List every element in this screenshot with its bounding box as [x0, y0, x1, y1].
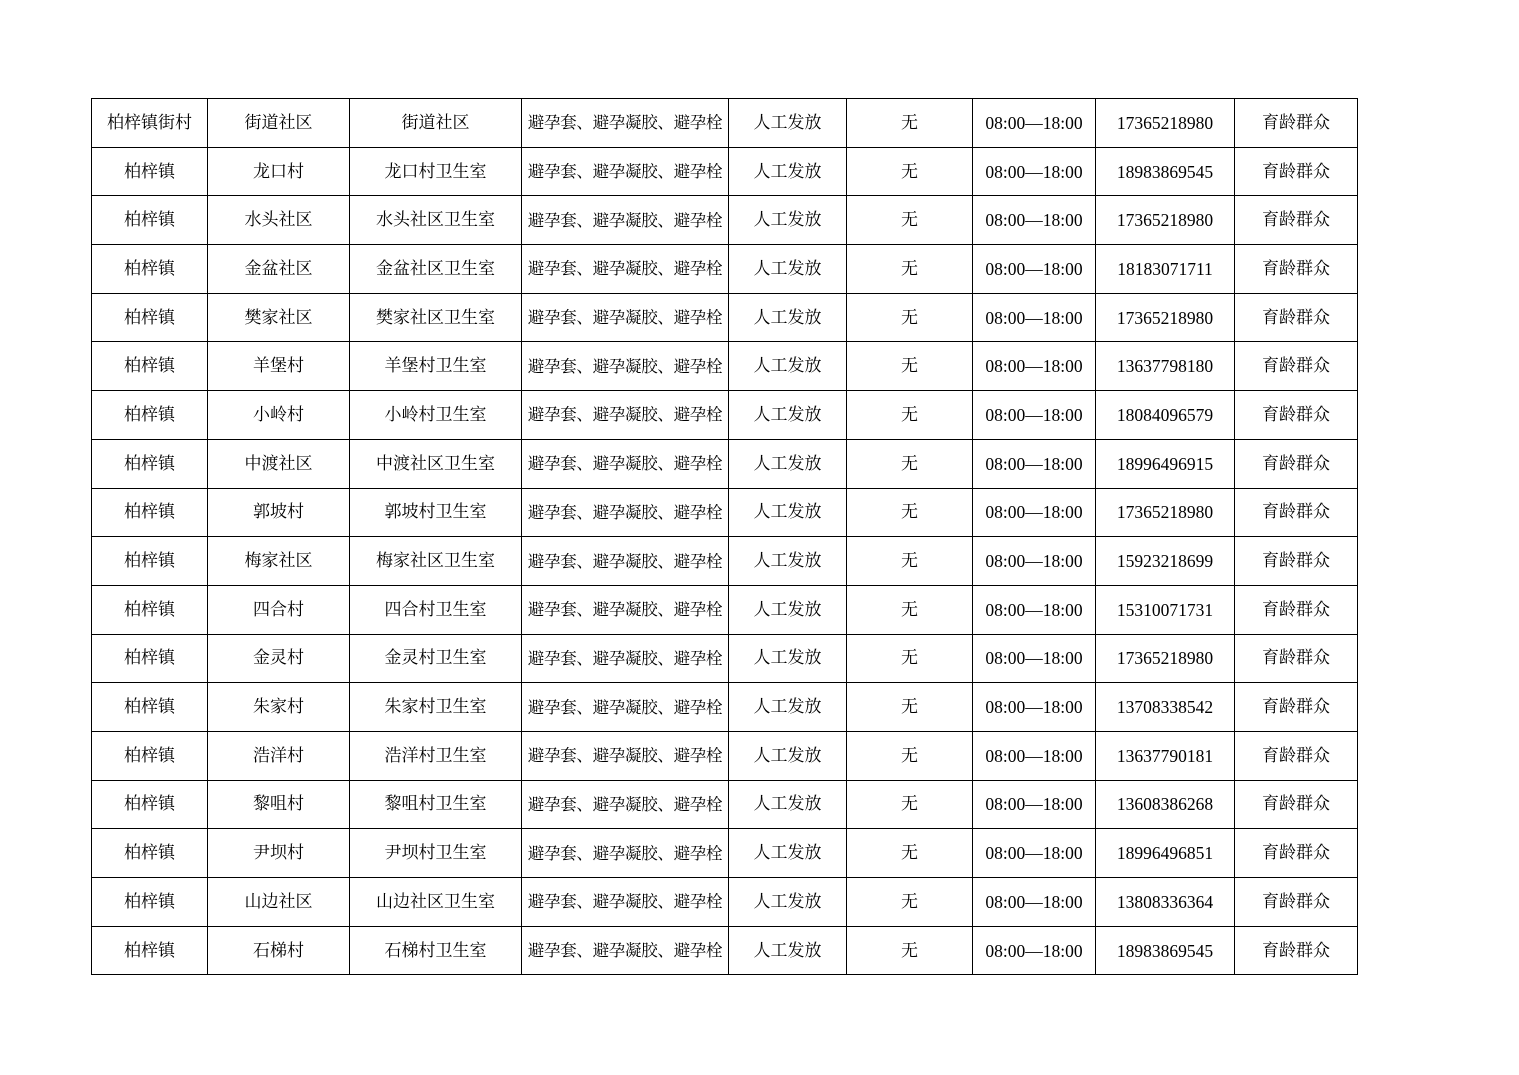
table-row	[92, 293, 1358, 342]
site-cell: 浩洋村卫生室	[350, 731, 522, 780]
target-group-cell: 育龄群众	[1235, 829, 1358, 878]
phone-cell: 15310071731	[1096, 585, 1235, 634]
phone-cell: 18983869545	[1096, 926, 1235, 975]
method-cell: 人工发放	[729, 196, 847, 245]
method-cell: 人工发放	[729, 293, 847, 342]
target-group-cell: 育龄群众	[1235, 780, 1358, 829]
town-cell: 柏梓镇	[92, 634, 208, 683]
phone-cell: 13808336364	[1096, 878, 1235, 927]
hours-cell: 08:00—18:00	[973, 585, 1096, 634]
fee-cell: 无	[847, 391, 973, 440]
method-cell: 人工发放	[729, 878, 847, 927]
hours-cell: 08:00—18:00	[973, 245, 1096, 294]
fee-cell: 无	[847, 780, 973, 829]
town-cell: 柏梓镇	[92, 537, 208, 586]
fee-cell: 无	[847, 878, 973, 927]
phone-cell: 13637790181	[1096, 731, 1235, 780]
table-row	[92, 537, 1358, 586]
supplies-cell: 避孕套、避孕凝胶、避孕栓	[522, 99, 729, 148]
town-cell: 柏梓镇	[92, 439, 208, 488]
village-cell: 山边社区	[208, 878, 350, 927]
phone-cell: 17365218980	[1096, 293, 1235, 342]
supplies-cell: 避孕套、避孕凝胶、避孕栓	[522, 878, 729, 927]
method-cell: 人工发放	[729, 245, 847, 294]
table-row	[92, 780, 1358, 829]
target-group-cell: 育龄群众	[1235, 293, 1358, 342]
hours-cell: 08:00—18:00	[973, 537, 1096, 586]
village-cell: 朱家村	[208, 683, 350, 732]
method-cell: 人工发放	[729, 439, 847, 488]
village-cell: 石梯村	[208, 926, 350, 975]
phone-cell: 17365218980	[1096, 634, 1235, 683]
method-cell: 人工发放	[729, 342, 847, 391]
method-cell: 人工发放	[729, 488, 847, 537]
method-cell: 人工发放	[729, 731, 847, 780]
supplies-cell: 避孕套、避孕凝胶、避孕栓	[522, 731, 729, 780]
phone-cell: 17365218980	[1096, 488, 1235, 537]
table-row	[92, 196, 1358, 245]
hours-cell: 08:00—18:00	[973, 147, 1096, 196]
table-body	[92, 99, 1358, 975]
fee-cell: 无	[847, 147, 973, 196]
town-cell: 柏梓镇	[92, 488, 208, 537]
town-cell: 柏梓镇	[92, 683, 208, 732]
fee-cell: 无	[847, 196, 973, 245]
town-cell: 柏梓镇	[92, 829, 208, 878]
site-cell: 羊堡村卫生室	[350, 342, 522, 391]
site-cell: 小岭村卫生室	[350, 391, 522, 440]
phone-cell: 13637798180	[1096, 342, 1235, 391]
phone-cell: 15923218699	[1096, 537, 1235, 586]
town-cell: 柏梓镇	[92, 196, 208, 245]
method-cell: 人工发放	[729, 147, 847, 196]
supplies-cell: 避孕套、避孕凝胶、避孕栓	[522, 342, 729, 391]
method-cell: 人工发放	[729, 780, 847, 829]
table-row	[92, 147, 1358, 196]
fee-cell: 无	[847, 537, 973, 586]
method-cell: 人工发放	[729, 683, 847, 732]
supplies-cell: 避孕套、避孕凝胶、避孕栓	[522, 293, 729, 342]
hours-cell: 08:00—18:00	[973, 196, 1096, 245]
town-cell: 柏梓镇	[92, 245, 208, 294]
fee-cell: 无	[847, 634, 973, 683]
fee-cell: 无	[847, 99, 973, 148]
method-cell: 人工发放	[729, 634, 847, 683]
fee-cell: 无	[847, 926, 973, 975]
hours-cell: 08:00—18:00	[973, 780, 1096, 829]
village-cell: 浩洋村	[208, 731, 350, 780]
hours-cell: 08:00—18:00	[973, 926, 1096, 975]
target-group-cell: 育龄群众	[1235, 634, 1358, 683]
target-group-cell: 育龄群众	[1235, 878, 1358, 927]
hours-cell: 08:00—18:00	[973, 488, 1096, 537]
supplies-cell: 避孕套、避孕凝胶、避孕栓	[522, 537, 729, 586]
site-cell: 尹坝村卫生室	[350, 829, 522, 878]
fee-cell: 无	[847, 585, 973, 634]
supplies-cell: 避孕套、避孕凝胶、避孕栓	[522, 488, 729, 537]
fee-cell: 无	[847, 683, 973, 732]
supplies-cell: 避孕套、避孕凝胶、避孕栓	[522, 926, 729, 975]
table-row	[92, 926, 1358, 975]
hours-cell: 08:00—18:00	[973, 293, 1096, 342]
method-cell: 人工发放	[729, 926, 847, 975]
village-cell: 樊家社区	[208, 293, 350, 342]
phone-cell: 13608386268	[1096, 780, 1235, 829]
supplies-cell: 避孕套、避孕凝胶、避孕栓	[522, 634, 729, 683]
village-cell: 尹坝村	[208, 829, 350, 878]
hours-cell: 08:00—18:00	[973, 439, 1096, 488]
table-row	[92, 829, 1358, 878]
village-cell: 街道社区	[208, 99, 350, 148]
supplies-cell: 避孕套、避孕凝胶、避孕栓	[522, 585, 729, 634]
site-cell: 街道社区	[350, 99, 522, 148]
supplies-cell: 避孕套、避孕凝胶、避孕栓	[522, 391, 729, 440]
hours-cell: 08:00—18:00	[973, 342, 1096, 391]
target-group-cell: 育龄群众	[1235, 245, 1358, 294]
fee-cell: 无	[847, 245, 973, 294]
site-cell: 黎咀村卫生室	[350, 780, 522, 829]
table-row	[92, 585, 1358, 634]
table-row	[92, 878, 1358, 927]
town-cell: 柏梓镇	[92, 585, 208, 634]
table-row	[92, 683, 1358, 732]
hours-cell: 08:00—18:00	[973, 829, 1096, 878]
site-cell: 水头社区卫生室	[350, 196, 522, 245]
site-cell: 石梯村卫生室	[350, 926, 522, 975]
village-cell: 中渡社区	[208, 439, 350, 488]
site-cell: 四合村卫生室	[350, 585, 522, 634]
fee-cell: 无	[847, 829, 973, 878]
fee-cell: 无	[847, 731, 973, 780]
target-group-cell: 育龄群众	[1235, 99, 1358, 148]
fee-cell: 无	[847, 342, 973, 391]
site-cell: 金灵村卫生室	[350, 634, 522, 683]
target-group-cell: 育龄群众	[1235, 196, 1358, 245]
town-cell: 柏梓镇	[92, 878, 208, 927]
site-cell: 樊家社区卫生室	[350, 293, 522, 342]
phone-cell: 18996496851	[1096, 829, 1235, 878]
fee-cell: 无	[847, 488, 973, 537]
town-cell: 柏梓镇	[92, 147, 208, 196]
target-group-cell: 育龄群众	[1235, 391, 1358, 440]
table-row	[92, 731, 1358, 780]
fee-cell: 无	[847, 439, 973, 488]
supplies-cell: 避孕套、避孕凝胶、避孕栓	[522, 147, 729, 196]
town-cell: 柏梓镇	[92, 780, 208, 829]
phone-cell: 13708338542	[1096, 683, 1235, 732]
phone-cell: 17365218980	[1096, 196, 1235, 245]
supplies-cell: 避孕套、避孕凝胶、避孕栓	[522, 829, 729, 878]
table-row	[92, 99, 1358, 148]
phone-cell: 18183071711	[1096, 245, 1235, 294]
fee-cell: 无	[847, 293, 973, 342]
village-cell: 四合村	[208, 585, 350, 634]
target-group-cell: 育龄群众	[1235, 585, 1358, 634]
distribution-table	[91, 98, 1358, 975]
site-cell: 梅家社区卫生室	[350, 537, 522, 586]
village-cell: 小岭村	[208, 391, 350, 440]
hours-cell: 08:00—18:00	[973, 391, 1096, 440]
village-cell: 龙口村	[208, 147, 350, 196]
site-cell: 山边社区卫生室	[350, 878, 522, 927]
village-cell: 水头社区	[208, 196, 350, 245]
hours-cell: 08:00—18:00	[973, 634, 1096, 683]
town-cell: 柏梓镇街村	[92, 99, 208, 148]
distribution-table-container	[91, 98, 1358, 975]
table-row	[92, 634, 1358, 683]
town-cell: 柏梓镇	[92, 342, 208, 391]
phone-cell: 18983869545	[1096, 147, 1235, 196]
supplies-cell: 避孕套、避孕凝胶、避孕栓	[522, 439, 729, 488]
table-row	[92, 245, 1358, 294]
village-cell: 羊堡村	[208, 342, 350, 391]
method-cell: 人工发放	[729, 391, 847, 440]
hours-cell: 08:00—18:00	[973, 99, 1096, 148]
table-row	[92, 439, 1358, 488]
town-cell: 柏梓镇	[92, 926, 208, 975]
village-cell: 金灵村	[208, 634, 350, 683]
hours-cell: 08:00—18:00	[973, 731, 1096, 780]
village-cell: 梅家社区	[208, 537, 350, 586]
site-cell: 中渡社区卫生室	[350, 439, 522, 488]
phone-cell: 17365218980	[1096, 99, 1235, 148]
site-cell: 郭坡村卫生室	[350, 488, 522, 537]
method-cell: 人工发放	[729, 99, 847, 148]
phone-cell: 18996496915	[1096, 439, 1235, 488]
town-cell: 柏梓镇	[92, 293, 208, 342]
site-cell: 朱家村卫生室	[350, 683, 522, 732]
target-group-cell: 育龄群众	[1235, 926, 1358, 975]
site-cell: 金盆社区卫生室	[350, 245, 522, 294]
supplies-cell: 避孕套、避孕凝胶、避孕栓	[522, 683, 729, 732]
method-cell: 人工发放	[729, 537, 847, 586]
table-row	[92, 342, 1358, 391]
target-group-cell: 育龄群众	[1235, 147, 1358, 196]
hours-cell: 08:00—18:00	[973, 683, 1096, 732]
method-cell: 人工发放	[729, 585, 847, 634]
table-row	[92, 488, 1358, 537]
hours-cell: 08:00—18:00	[973, 878, 1096, 927]
supplies-cell: 避孕套、避孕凝胶、避孕栓	[522, 196, 729, 245]
supplies-cell: 避孕套、避孕凝胶、避孕栓	[522, 245, 729, 294]
target-group-cell: 育龄群众	[1235, 683, 1358, 732]
site-cell: 龙口村卫生室	[350, 147, 522, 196]
target-group-cell: 育龄群众	[1235, 488, 1358, 537]
target-group-cell: 育龄群众	[1235, 537, 1358, 586]
phone-cell: 18084096579	[1096, 391, 1235, 440]
village-cell: 黎咀村	[208, 780, 350, 829]
supplies-cell: 避孕套、避孕凝胶、避孕栓	[522, 780, 729, 829]
method-cell: 人工发放	[729, 829, 847, 878]
target-group-cell: 育龄群众	[1235, 342, 1358, 391]
village-cell: 郭坡村	[208, 488, 350, 537]
town-cell: 柏梓镇	[92, 391, 208, 440]
table-row	[92, 391, 1358, 440]
target-group-cell: 育龄群众	[1235, 439, 1358, 488]
target-group-cell: 育龄群众	[1235, 731, 1358, 780]
village-cell: 金盆社区	[208, 245, 350, 294]
town-cell: 柏梓镇	[92, 731, 208, 780]
